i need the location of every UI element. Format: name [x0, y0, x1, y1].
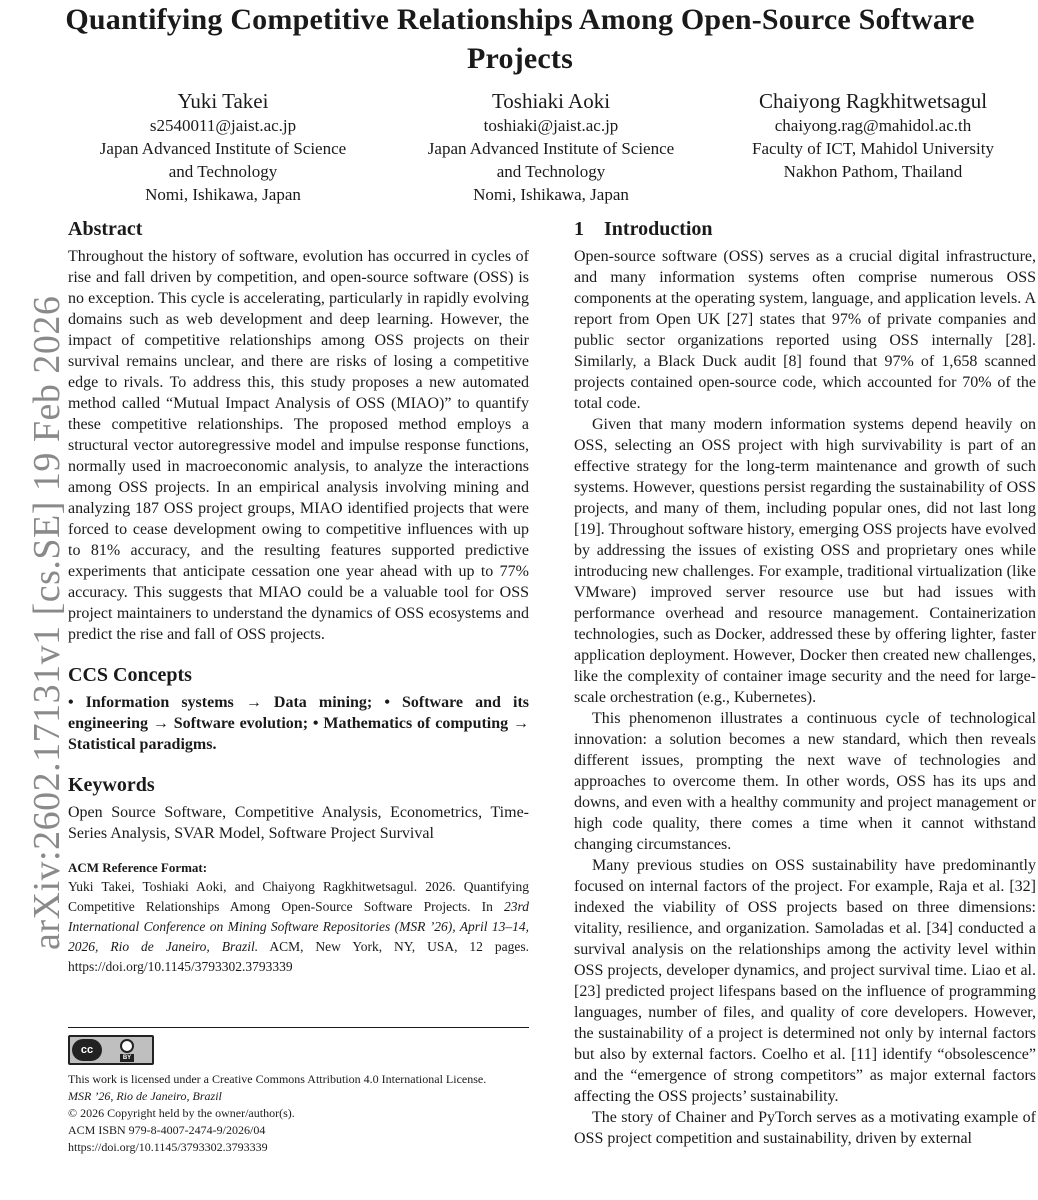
- author-affiliation: Nakhon Pathom, Thailand: [783, 162, 963, 181]
- acm-reference: Yuki Takei, Toshiaki Aoki, and Chaiyong Ragkhitwetsagul. 2026. Quantifying Competitive Relationships Among Open-Source Software Projects. In 23rd International Conference on Mining Software Repositories (MSR ’26), April 13–14, 2026, Rio de Janeiro, Brazil. ACM, New York, NY, USA, 12 pages. https://doi.org/10.1145/3793302.3793339: [68, 879, 529, 974]
- author-affiliation: and Technology: [168, 162, 278, 181]
- author-block: [713, 88, 1033, 183]
- intro-paragraph: Given that many modern information systems depend heavily on OSS, selecting an OSS project with high survivability is part of an effective strategy for the long-term maintenance and growth of such systems. However, questions persist regarding the sustainability of OSS projects, and many of them, including popular ones, did not last long [19]. Throughout software history, emerging OSS projects have evolved by addressing the issues of existing OSS and proprietary ones while introducing new challenges. For example, traditional virtualization (like VMware) improved server resource use but had issues with performance overhead and resource management. Containerization technologies, such as Docker, addressed these by offering lighter, faster application deployment. However, Docker then created new challenges, like the complexity of container image security and the need for large-scale orchestration (e.g., Kubernetes).: [574, 416, 1036, 706]
- acm-reference-label: ACM Reference Format:: [68, 860, 208, 875]
- author-block: [63, 88, 383, 206]
- license-text: This work is licensed under a Creative Commons Attribution 4.0 International License.: [68, 1072, 487, 1086]
- author-affiliation: and Technology: [496, 162, 606, 181]
- intro-paragraph: Open-source software (OSS) serves as a crucial digital infrastructure, and many information systems often comprise numerous OSS components at the operating system, language, and application levels. A report from Open UK [27] states that 97% of private companies and public sector organizations reported using OSS internally [28]. Similarly, a Black Duck audit [8] found that 97% of 1,658 scanned projects contained open-source code, which accounted for 70% of the total code.: [574, 248, 1036, 412]
- author-email: s2540011@jaist.ac.jp: [149, 116, 297, 135]
- author-name: Toshiaki Aoki: [491, 89, 611, 113]
- ccs-heading: CCS Concepts: [68, 664, 192, 686]
- intro-paragraph: This phenomenon illustrates a continuous cycle of technological innovation: a solution becomes a new standard, which then reveals different issues, prompting the next wave of technologies and approaches to overcome them. In other words, OSS has its ups and downs, and even with a healthy community and project management or high code quality, there comes a time when it cannot withstand changing circumstances.: [574, 710, 1036, 853]
- introduction-heading: 1 Introduction: [574, 218, 713, 240]
- keywords-heading: Keywords: [68, 774, 155, 796]
- abstract-text: Throughout the history of software, evolution has occurred in cycles of rise and fall driven by competition, and open-source software (OSS) is no exception. This cycle is accelerating, particularly in rapidly evolving domains such as web development and deep learning. However, the impact of competitive relationships among OSS projects on their survival remains unclear, and there are risks of losing a competitive edge to rivals. To address this, this study proposes a new automated method called “Mutual Impact Analysis of OSS (MIAO)” to quantify these competitive relationships. The proposed method employs a structural vector autoregressive model and impulse response functions, normally used in macroeconomic analysis, to analyze the interactions among OSS projects. In an empirical analysis involving mining and analyzing 187 OSS project groups, MIAO identified projects that were forced to cease development owing to competitive influences with up to 81% accuracy, and the resulting features supported predictive experiments that anticipate cessation one year ahead with up to 77% accuracy. This suggests that MIAO could be a valuable tool for OSS project maintainers to understand the dynamics of OSS ecosystems and predict the rise and fall of OSS projects.: [68, 248, 529, 643]
- paper-title: Quantifying Competitive Relationships Among Open-Source Software Projects: [65, 3, 975, 75]
- author-block: [391, 88, 711, 206]
- venue-text: MSR ’26, Rio de Janeiro, Brazil: [68, 1089, 222, 1103]
- ccs-concepts: • Information systems → Data mining; • Software and its engineering → Software evolution; • Mathematics of computing → Statistical paradigms.: [68, 694, 529, 753]
- cc-icon: cc: [72, 1039, 102, 1061]
- copyright-text: © 2026 Copyright held by the owner/author(s).: [68, 1106, 295, 1120]
- arxiv-stamp: arXiv:2602.17131v1 [cs.SE] 19 Feb 2026: [26, 295, 68, 950]
- author-location: Nomi, Ishikawa, Japan: [473, 185, 629, 204]
- author-email: chaiyong.rag@mahidol.ac.th: [774, 116, 972, 135]
- isbn-text: ACM ISBN 979-8-4007-2474-9/2026/04: [68, 1123, 266, 1137]
- right-column: [574, 216, 1036, 1149]
- by-icon: BY: [102, 1039, 152, 1062]
- doi-link[interactable]: https://doi.org/10.1145/3793302.3793339: [68, 1140, 268, 1154]
- cc-by-license-badge[interactable]: [68, 1035, 154, 1065]
- author-location: Nomi, Ishikawa, Japan: [145, 185, 301, 204]
- author-name: Yuki Takei: [177, 89, 269, 113]
- abstract-heading: Abstract: [68, 218, 143, 240]
- author-affiliation: Japan Advanced Institute of Science: [427, 139, 675, 158]
- keywords-text: Open Source Software, Competitive Analysis, Econometrics, Time-Series Analysis, SVAR Model, Software Project Survival: [68, 804, 529, 842]
- author-affiliation: Japan Advanced Institute of Science: [99, 139, 347, 158]
- intro-paragraph: The story of Chainer and PyTorch serves as a motivating example of OSS project competition and sustainability, driven by external: [574, 1109, 1036, 1147]
- author-affiliation: Faculty of ICT, Mahidol University: [752, 139, 994, 158]
- author-name: Chaiyong Ragkhitwetsagul: [758, 89, 988, 113]
- author-email: toshiaki@jaist.ac.jp: [483, 116, 619, 135]
- intro-paragraph: Many previous studies on OSS sustainability have predominantly focused on internal factors of the project. For example, Raja et al. [32] indexed the viability of OSS projects based on three dimensions: vitality, resilience, and organization. Samoladas et al. [34] conducted a survival analysis on the relationships among the activity level within OSS projects, developer dynamics, and project survival time. Liao et al. [23] predicted project lifespans based on the influence of programming languages, number of files, and quality of core developers. However, the sustainability of a project is determined not only by internal factors but also by external factors. Coelho et al. [11] identify “obsolescence” and the “emergence of strong competitors” as major external factors affecting the OSS projects’ sustainability.: [574, 857, 1036, 1105]
- footnote-rule: [68, 1027, 529, 1028]
- left-column: [68, 216, 529, 1156]
